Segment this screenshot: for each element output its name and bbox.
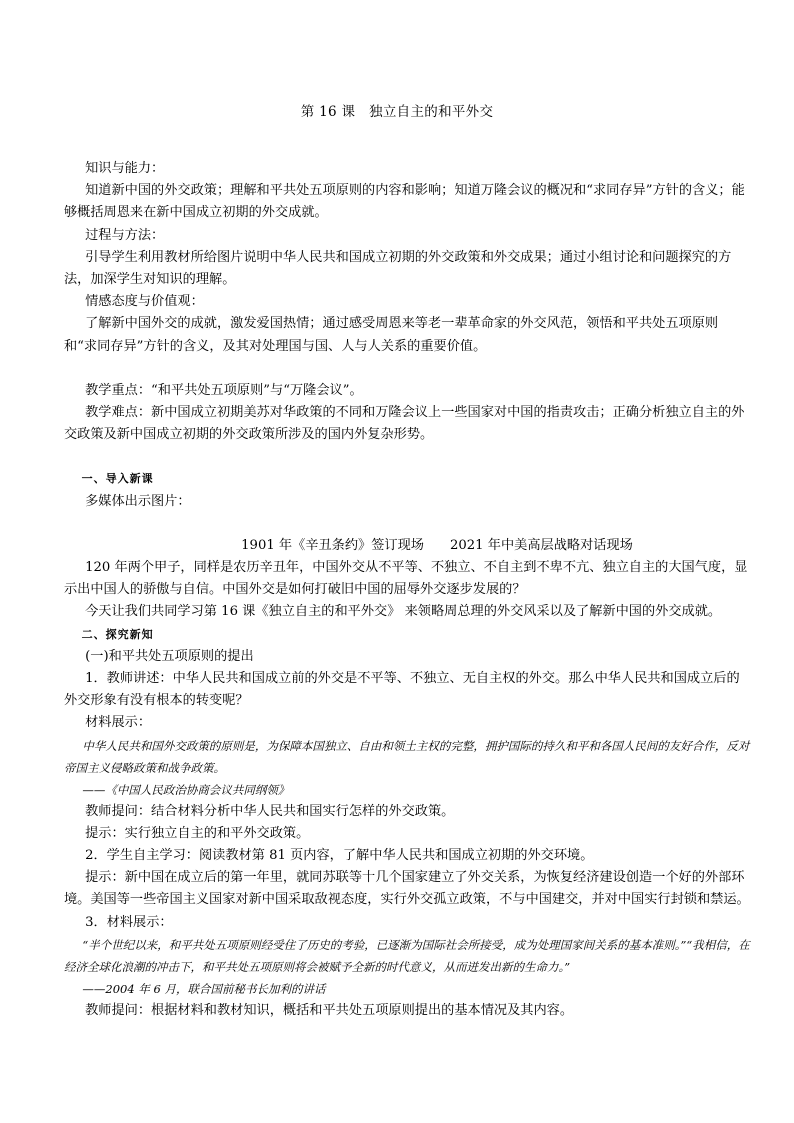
teaching-focus: 教学重点：“和平共处五项原则”与“万隆会议”。 (85, 382, 363, 398)
material-text: 中华人民共和国外交政策的原则是，为保障本国独立、自由和领土主权的完整，拥护国际的持久和平和各国人民间的友好合作，反对帝国主义侵略政策和战争政策。 (64, 738, 750, 775)
item-1: 1．教师讲述：中华人民共和国成立前的外交是不平等、不独立、无自主权的外交。那么中华人民共和国成立后的外交形象有没有根本的转变呢？ (64, 671, 740, 709)
process-label: 过程与方法： (85, 227, 165, 243)
teaching-difficulty: 教学难点：新中国成立初期美苏对华政策的不同和万隆会议上一些国家对中国的指责攻击；正确分析独立自主的外交政策及新中国成立初期的外交政策所涉及的国内外复杂形势。 (64, 405, 745, 443)
section-heading-explore: 二、探究新知 (81, 627, 154, 641)
item-3: 3．材料展示： (85, 914, 173, 930)
image-caption (64, 535, 750, 557)
knowledge-text: 知道新中国的外交政策；理解和平共处五项原则的内容和影响；知道万隆会议的概况和“求同存异”方针的含义；能够概括周恩来在新中国成立初期的外交成就。 (64, 183, 745, 221)
material-source: ——《中国人民政治协商会议共同纲领》 (82, 782, 290, 797)
hint-2: 提示：新中国在成立后的第一年里，就同苏联等十几个国家建立了外交关系，为恢复经济建设创造一个好的外部环境。美国等一些帝国主义国家对新中国采取敌视态度，实行外交孤立政策，不与中国建交，并对中国实行封锁和禁运。 (64, 870, 750, 908)
caption-left: 1901 年《辛丑条约》签订现场 (241, 537, 424, 553)
intro-paragraph-2: 今天让我们共同学习第 16 课《独立自主的和平外交》 来领略周总理的外交风采以及了解新中国的外交成就。 (85, 604, 722, 620)
hint-1: 提示：实行独立自主的和平外交政策。 (85, 825, 310, 841)
teacher-question-1: 教师提问：结合材料分析中华人民共和国实行怎样的外交政策。 (85, 803, 455, 819)
knowledge-label: 知识与能力： (85, 161, 165, 176)
emotion-label: 情感态度与价值观： (85, 294, 204, 310)
caption-right: 2021 年中美高层战略对话现场 (450, 537, 633, 553)
quote-source: ——2004 年 6 月，联合国前秘书长加利的讲话 (82, 981, 326, 996)
quote-text: “半个世纪以来，和平共处五项原则经受住了历史的考验，已逐渐为国际社会所接受，成为处理国家间关系的基本准则。”“我相信，在经济全球化浪潮的冲击下，和平共处五项原则将会被赋予全新的时代意义，从而迸发出新的生命力。” (64, 937, 750, 974)
page-title: 第 16 课 独立自主的和平外交 (300, 104, 494, 120)
section-heading-intro: 一、导入新课 (81, 472, 154, 486)
document-body (64, 158, 750, 1022)
subsection-heading: (一)和平共处五项原则的提出 (85, 648, 254, 664)
material-label: 材料展示： (85, 715, 152, 731)
intro-paragraph-1: 120 年两个甲子，同样是农历辛丑年，中国外交从不平等、不独立、不自主到不卑不亢、独立自主的大国气度，显示出中国人的骄傲与自信。中国外交是如何打破旧中国的屈辱外交逐步发展的？ (64, 560, 748, 598)
process-text: 引导学生利用教材所给图片说明中华人民共和国成立初期的外交政策和外交成果；通过小组讨论和问题探究的方法，加深学生对知识的理解。 (64, 249, 732, 288)
intro-line: 多媒体出示图片： (85, 493, 191, 509)
item-2: 2．学生自主学习：阅读教材第 81 页内容，了解中华人民共和国成立初期的外交环境。 (85, 848, 594, 864)
teacher-question-2: 教师提问：根据材料和教材知识，概括和平共处五项原则提出的基本情况及其内容。 (85, 1002, 574, 1018)
emotion-text: 了解新中国外交的成就，激发爱国热情；通过感受周恩来等老一辈革命家的外交风范，领悟和平共处五项原则和“求同存异”方针的含义，及其对处理国与国、人与人关系的重要价值。 (64, 316, 719, 354)
